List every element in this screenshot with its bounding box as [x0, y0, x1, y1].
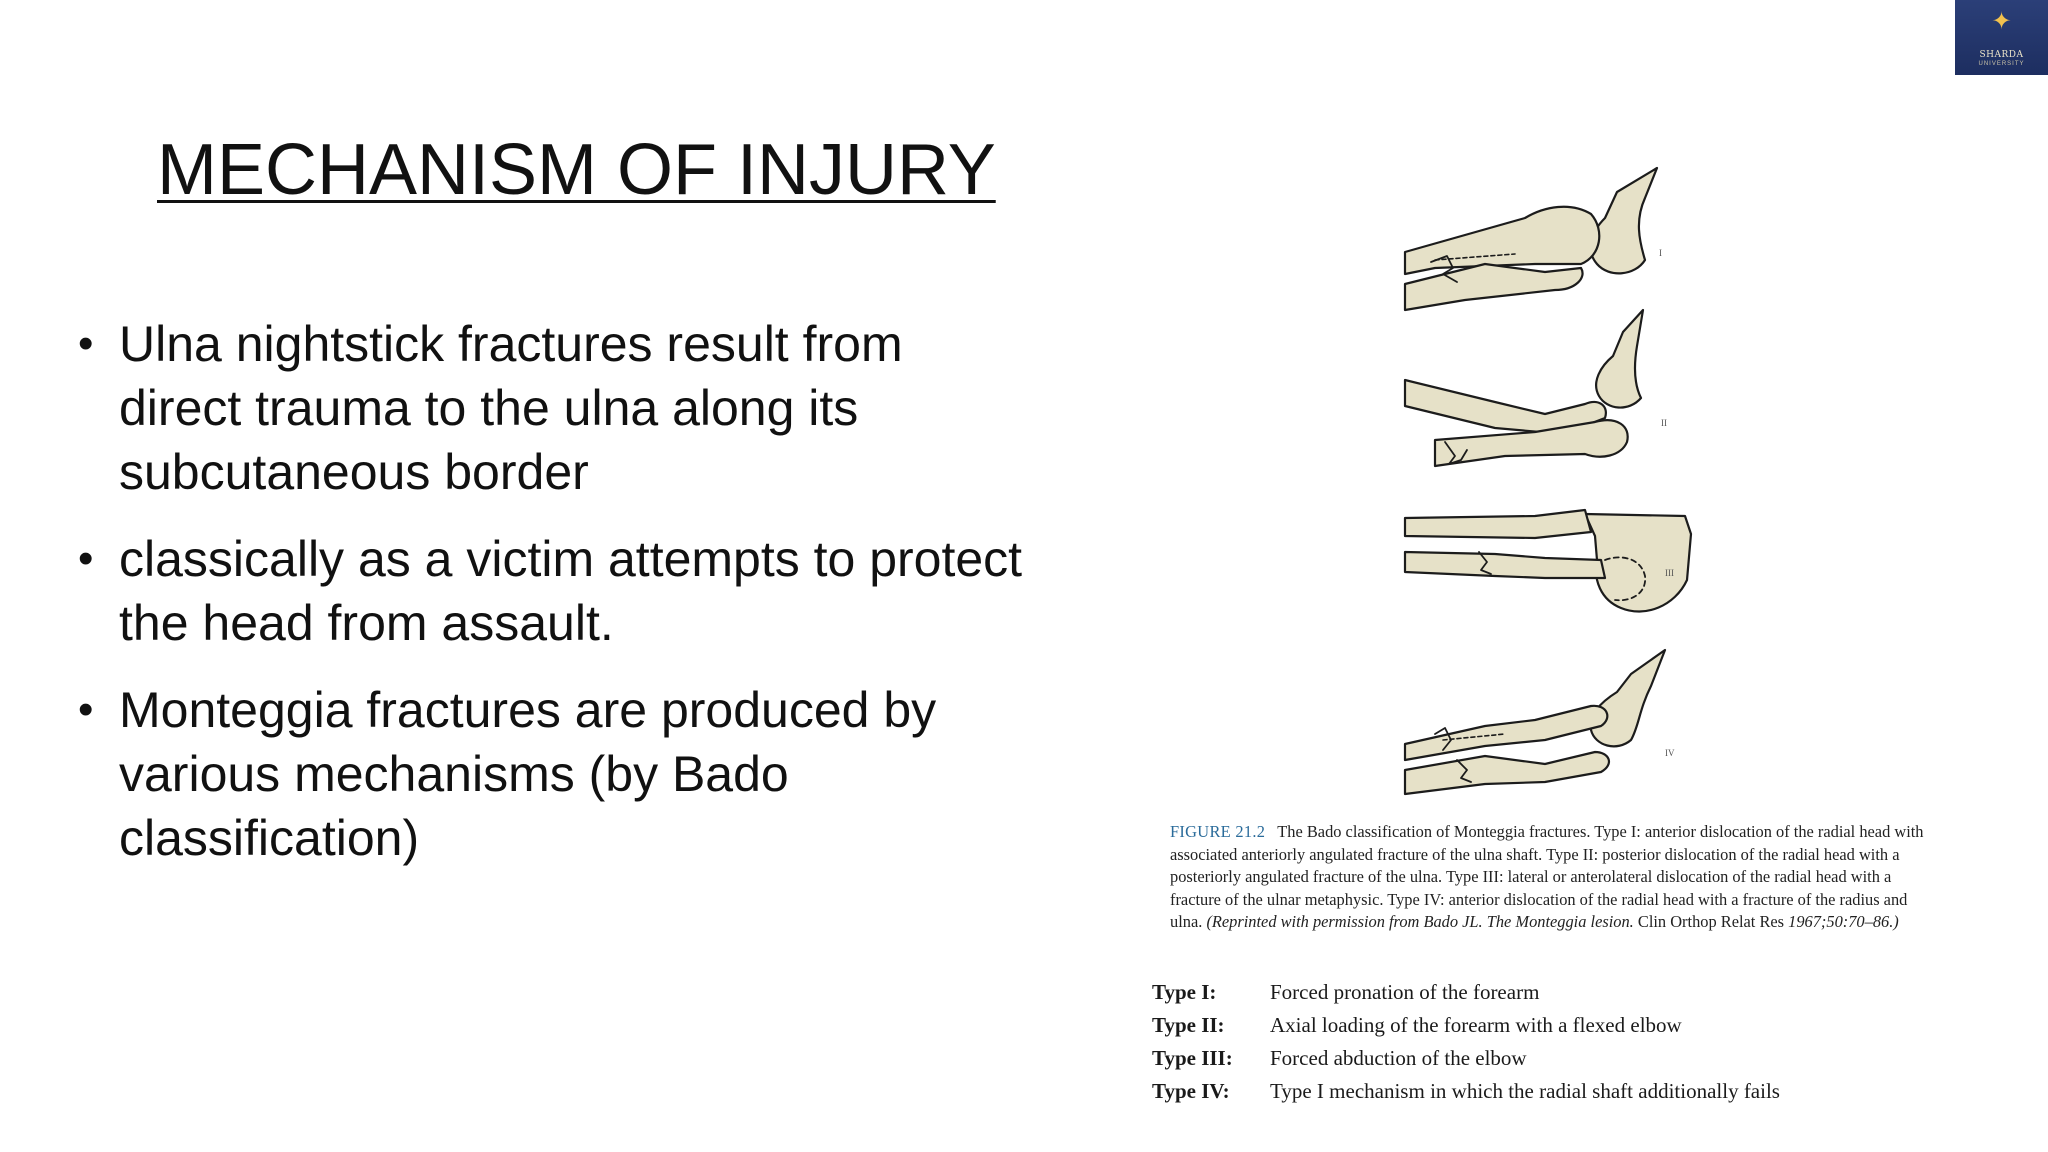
type-label: Type I:: [1152, 980, 1217, 1004]
type-row: [1152, 1075, 1952, 1108]
type-label: Type IV:: [1152, 1079, 1230, 1103]
figure-caption-text: The Bado classification of Monteggia fractures. Type I: anterior dislocation of the radial head with associated anteriorly angulated fracture of the ulna shaft. Type II: posterior dislocation of the radial head with a posteriorly angulated fracture of the ulna. Type III: lateral or anterolateral dislocation of the radial head with a fracture of the ulnar metaphysic. Type IV: anterior dislocation of the radial head with a fracture of the radius and ulna.: [1170, 822, 1924, 931]
bullet-list: [78, 312, 1038, 893]
logo-subtext: UNIVERSITY: [1978, 61, 2025, 67]
panel-type-3-drawing: [1405, 510, 1691, 612]
type-description: Forced pronation of the forearm: [1270, 980, 1540, 1004]
panel-label-1: I: [1659, 248, 1662, 258]
figure-credit-end: 1967;50:70–86.): [1788, 912, 1899, 931]
type-label: Type III:: [1152, 1046, 1233, 1070]
bullet-item: • Ulna nightstick fractures result from direct trauma to the ulna along its subcutaneous border: [78, 312, 1038, 504]
bullet-item: • classically as a victim attempts to protect the head from assault.: [78, 527, 1038, 655]
type-row: [1152, 976, 1952, 1009]
mechanism-types-list: [1152, 976, 1952, 1108]
type-description: Type I mechanism in which the radial shaft additionally fails: [1270, 1079, 1780, 1103]
logo-emblem-icon: ✦: [1991, 8, 2012, 35]
panel-label-4: IV: [1665, 748, 1675, 758]
type-description: Axial loading of the forearm with a flexed elbow: [1270, 1013, 1682, 1037]
figure-caption: [1170, 821, 1938, 934]
panel-label-2: II: [1661, 418, 1667, 428]
panel-type-1-drawing: [1405, 168, 1657, 310]
figure-label: FIGURE 21.2: [1170, 822, 1266, 841]
type-label: Type II:: [1152, 1013, 1225, 1037]
logo-text: SHARDA: [1979, 50, 2024, 60]
slide-title: [157, 125, 1057, 215]
slide-title-text: MECHANISM OF INJURY: [157, 130, 996, 210]
bullet-item: • Monteggia fractures are produced by various mechanisms (by Bado classification): [78, 678, 1038, 870]
figure-credit-italic: (Reprinted with permission from Bado JL. The Monteggia lesion.: [1206, 912, 1634, 931]
type-row: [1152, 1009, 1952, 1042]
type-description: Forced abduction of the elbow: [1270, 1046, 1527, 1070]
type-row: [1152, 1042, 1952, 1075]
university-logo: [1955, 0, 2048, 75]
figure-credit-journal: Clin Orthop Relat Res: [1637, 912, 1785, 931]
bado-classification-illustration: [1395, 160, 1725, 820]
panel-label-3: III: [1665, 568, 1674, 578]
panel-type-4-drawing: [1405, 650, 1665, 794]
panel-type-2-drawing: [1405, 310, 1643, 466]
